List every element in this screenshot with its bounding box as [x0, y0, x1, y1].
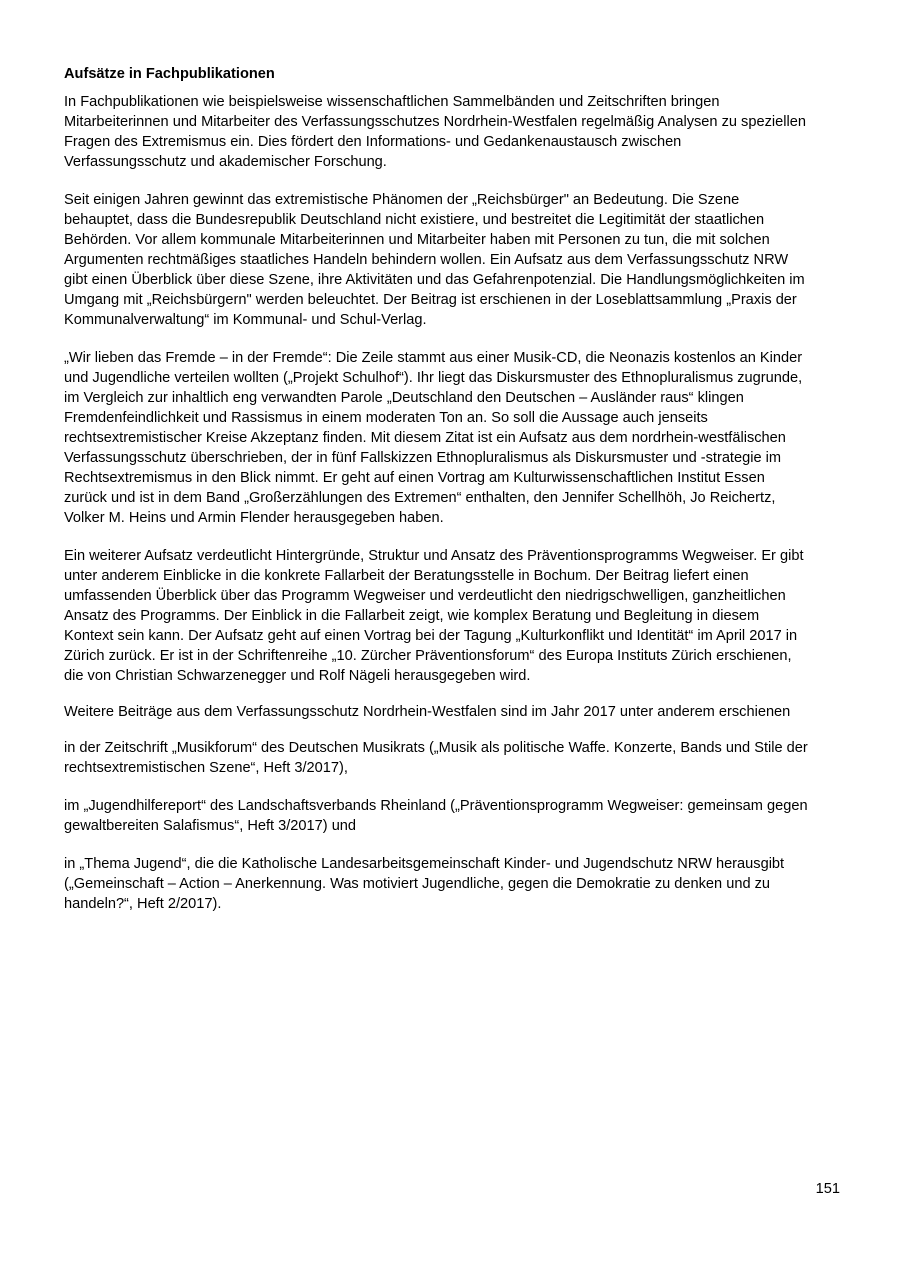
paragraph-ethnopluralismus: „Wir lieben das Fremde – in der Fremde“: Die Zeile stammt aus einer Musik-CD, die Neonazis kostenlos an Kinder und Jugendliche verteilen wollten („Projekt Schulhof“). Ihr liegt das Diskursmuster des Ethnopluralismus zugrunde, im Vergleich zur inhaltlich eng verwandten Parole „Deutschland den Deutschen – Ausländer raus“ klingen Fremdenfeindlichkeit und Rassismus in einem moderaten Ton an. So soll die Aussage auch jenseits rechtsextremistischer Kreise Akzeptanz finden. Mit diesem Zitat ist ein Aufsatz aus dem nordrhein-westfälischen Verfassungsschutz überschrieben, der in fünf Fallskizzen Ethnopluralismus als Diskursmuster und -strategie im Rechtsextremismus in den Blick nimmt. Er geht auf einen Vortrag am Kulturwissenschaftlichen Institut Essen zurück und ist in dem Band „Großerzählungen des Extremen“ enthalten, den Jennifer Schellhöh, Jo Reichertz, Volker M. Heins und Armin Flender herausgegeben haben.: [64, 350, 803, 526]
paragraph-reichsbuerger: Seit einigen Jahren gewinnt das extremistische Phänomen der „Reichsbürger" an Bedeutung. Die Szene behauptet, dass die Bundesrepublik Deutschland nicht existiere, und bestreitet die Legitimität der staatlichen Behörden. Vor allem kommunale Mitarbeiterinnen und Mitarbeiter haben mit Personen zu tun, die mit solchen Argumenten rechtmäßiges staatliches Handeln behindern wollen. Ein Aufsatz aus dem Verfassungsschutz NRW gibt einen Überblick über diese Szene, ihre Aktivitäten und das Gefahrenpotenzial. Die Handlungsmöglichkeiten im Umgang mit „Reichsbürgern" werden beleuchtet. Der Beitrag ist erschienen in der Loseblattsammlung „Praxis der Kommunalverwaltung“ im Kommunal- und Schul-Verlag.: [64, 192, 805, 328]
list-item-jugendhilfereport: im „Jugendhilfereport“ des Landschaftsverbands Rheinland („Präventionsprogramm Wegweiser: gemeinsam gegen gewaltbereiten Salafismus“, Heft 3/2017) und: [64, 798, 808, 834]
list-item-musikforum: in der Zeitschrift „Musikforum“ des Deutschen Musikrats („Musik als politische Waffe. Konzerte, Bands und Stile der rechtsextremistischen Szene“, Heft 3/2017),: [64, 740, 808, 776]
paragraph-weitere-beitraege: Weitere Beiträge aus dem Verfassungsschutz Nordrhein-Westfalen sind im Jahr 2017 unter anderem erschienen: [64, 704, 791, 720]
page-number: 151: [815, 1181, 840, 1197]
list-item-thema-jugend: in „Thema Jugend“, die die Katholische Landesarbeitsgemeinschaft Kinder- und Jugendschutz NRW herausgibt („Gemeinschaft – Action – Anerkennung. Was motiviert Jugendliche, gegen die Demokratie zu denken und zu handeln?“, Heft 2/2017).: [64, 856, 785, 912]
document-body: [64, 64, 840, 932]
paragraph-intro: In Fachpublikationen wie beispielsweise wissenschaftlichen Sammelbänden und Zeitschriften bringen Mitarbeiterinnen und Mitarbeiter des Verfassungsschutzes Nordrhein-Westfalen regelmäßig Analysen zu speziellen Fragen des Extremismus ein. Dies fördert den Informations- und Gedankenaustausch zwischen Verfassungsschutz und akademischer Forschung.: [64, 94, 806, 170]
paragraph-wegweiser: Ein weiterer Aufsatz verdeutlicht Hintergründe, Struktur und Ansatz des Präventionsprogramms Wegweiser. Er gibt unter anderem Einblicke in die konkrete Fallarbeit der Beratungsstelle in Bochum. Der Beitrag liefert einen umfassenden Überblick über das Programm Wegweiser und verdeutlicht den niedrigschwelligen, ganzheitlichen Ansatz des Programms. Der Einblick in die Fallarbeit zeigt, wie komplex Beratung und Begleitung in diesem Kontext sein kann. Der Aufsatz geht auf einen Vortrag bei der Tagung „Kulturkonflikt und Identität“ im April 2017 in Zürich zurück. Er ist in der Schriftenreihe „10. Zürcher Präventionsforum“ des Europa Instituts Zürich erschienen, die von Christian Schwarzenegger und Rolf Nägeli herausgegeben wird.: [64, 548, 804, 684]
section-heading: Aufsätze in Fachpublikationen: [64, 66, 275, 82]
